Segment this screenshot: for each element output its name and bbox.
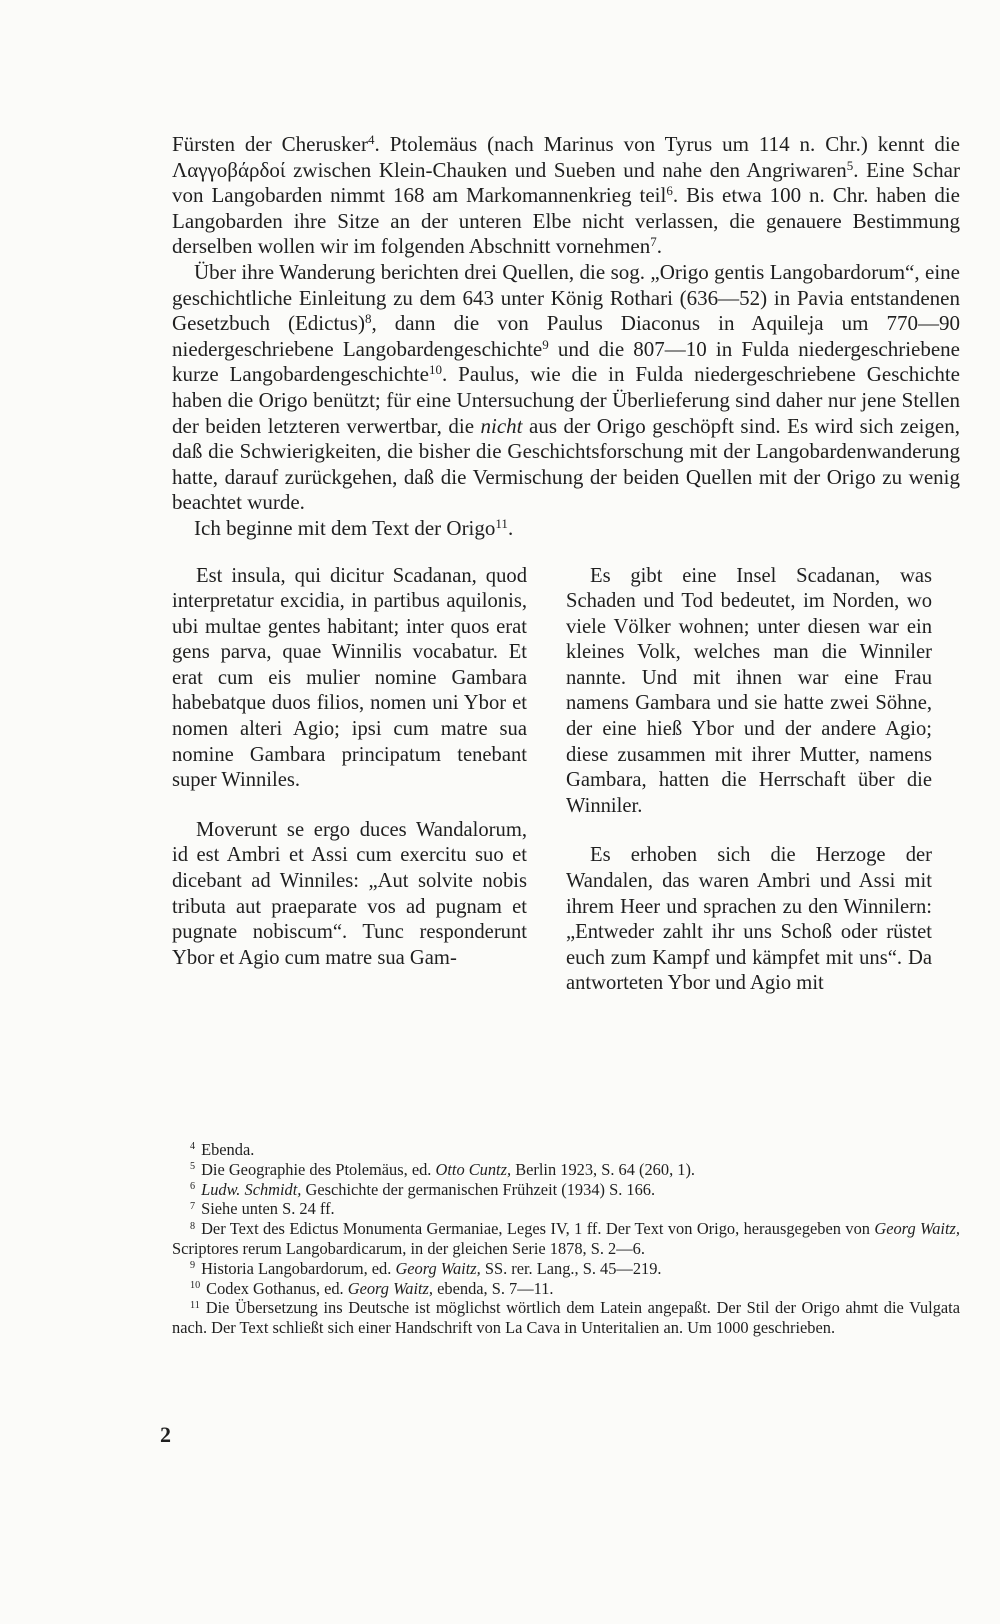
footnote-ref: 8 <box>364 311 372 326</box>
footnote-ref: 5 <box>846 157 854 173</box>
text-segment: . Ptolemäus (nach Marinus von Tyrus um 114 n. Chr.) kennt die Λαγγοβάρδοί zwischen Klein-Chauken und Sueben und nahe den Angriwaren <box>172 132 960 182</box>
footnote-number: 11 <box>190 1299 200 1311</box>
text-segment: Die Geographie des Ptolemäus, ed. <box>201 1159 436 1179</box>
text-segment: Der Text des Edictus Monumenta Germaniae, Leges IV, 1 ff. Der Text von Origo, herausgegeben von <box>201 1219 875 1239</box>
footnote-number: 4 <box>190 1141 196 1153</box>
footnote-number: 10 <box>190 1280 201 1291</box>
italic-text: Ludw. Schmidt, <box>201 1179 302 1199</box>
text-segment: Ich beginne mit dem Text der Origo <box>194 515 496 540</box>
footnote-ref: 4 <box>368 131 375 147</box>
parallel-text <box>172 564 960 1034</box>
page-body <box>172 132 960 1034</box>
text-segment: . <box>656 234 662 259</box>
footnote <box>172 1279 960 1299</box>
italic-text: Georg Waitz, <box>395 1258 481 1278</box>
text-segment: Fürsten der Cherusker <box>172 132 368 156</box>
footnote <box>172 1180 960 1200</box>
footnote-ref: 6 <box>666 183 673 199</box>
latin-column-paragraph: Est insula, qui dicitur Scadanan, quod interpretatur excidia, in partibus aquilonis, ubi multae gentes habitant; inter quos erat gens parva, quae Winnilis vocabatur. Et erat cum eis mulier nomine Gambara habebatque duos filios, nomen uni Ybor et nomen alteri Agio; ipsi cum matre sua nomine Gambara principatum tenebant super Winniles. <box>172 564 527 792</box>
text-segment: Siehe unten S. 24 ff. <box>201 1199 335 1219</box>
text-segment: Codex Gothanus, ed. <box>206 1278 348 1298</box>
body-paragraph <box>172 260 960 516</box>
text-segment: . Paulus, wie die in Fulda niedergeschriebene Geschichte haben die Origo benützt; für eine Untersuchung der Überlieferung sind daher nur jene Stellen der beiden letzteren verwertbar, die <box>172 362 961 438</box>
footnote-number: 8 <box>190 1220 196 1232</box>
text-segment: SS. rer. Lang., S. 45—219. <box>480 1258 662 1278</box>
footnote-number: 9 <box>190 1260 196 1272</box>
footnote <box>172 1140 960 1160</box>
text-segment: Die Übersetzung ins Deutsche ist möglichst wörtlich dem Latein angepaßt. Der Stil der Origo ahmt die Vulgata nach. Der Text schließt sich einer Handschrift von La Cava in Unteritalien an. Um 1000 geschrieben. <box>172 1298 960 1338</box>
text-segment: , dann die von Paulus Diaconus in Aquileja um 770—90 niedergeschriebene Langobardengeschichte <box>172 311 960 361</box>
text-segment: Über ihre Wanderung berichten drei Quellen, die sog. „Origo gentis Langobardorum“, eine geschichtliche Einleitung zu dem 643 unter König Rothari (636—52) in Pavia entstandenen Gesetzbuch (Edictus) <box>172 259 960 336</box>
italic-text: nicht <box>480 413 523 438</box>
footnote <box>172 1219 960 1259</box>
footnote-ref: 11 <box>495 515 508 531</box>
body-paragraph <box>172 132 960 260</box>
footnote <box>172 1298 960 1338</box>
text-segment: Berlin 1923, S. 64 (260, 1). <box>511 1159 696 1179</box>
footnote-ref: 10 <box>428 362 442 378</box>
text-segment: . <box>507 515 514 540</box>
footnote-ref: 7 <box>650 234 657 250</box>
footnote <box>172 1199 960 1219</box>
footnote-number: 7 <box>190 1200 196 1212</box>
text-segment: ebenda, S. 7—11. <box>433 1278 554 1298</box>
footnote-ref: 9 <box>542 336 549 352</box>
text-segment: . Bis etwa 100 n. Chr. haben die Langobarden ihre Sitze an der unteren Elbe nicht verlassen, die genauere Bestimmung derselben wollen wir im folgenden Abschnitt vornehmen <box>172 183 960 259</box>
german-column-paragraph: Es gibt eine Insel Scadanan, was Schaden und Tod bedeutet, im Norden, wo viele Völker wohnen; unter diesen war ein kleines Volk, welches man die Winniler nannte. Und mit ihnen war eine Frau namens Gambara und sie hatte zwei Söhne, der eine hieß Ybor und der andere Agio; diese zusammen mit ihrer Mutter, namens Gambara, hatten die Herrschaft über die Winniler. <box>566 564 932 817</box>
latin-column-paragraph: Moverunt se ergo duces Wandalorum, id est Ambri et Assi cum exercitu suo et dicebant ad Winniles: „Aut solvite nobis tributa aut praeparate vos ad pugnam et pugnate nobiscum“. Tunc responderunt Ybor et Agio cum matre sua Gam- <box>172 818 527 969</box>
italic-text: Georg Waitz, <box>874 1219 960 1239</box>
text-segment: . Eine Schar von Langobarden nimmt 168 am Markomannenkrieg teil <box>172 157 960 208</box>
text-segment: Geschichte der germanischen Frühzeit (1934) S. 166. <box>301 1179 656 1199</box>
text-segment: Scriptores rerum Langobardicarum, in der gleichen Serie 1878, S. 2—6. <box>172 1238 645 1258</box>
page-number: 2 <box>160 1422 171 1447</box>
body-text <box>172 132 960 542</box>
footnote-number: 5 <box>190 1161 196 1173</box>
text-segment: Ebenda. <box>201 1140 255 1159</box>
italic-text: Otto Cuntz, <box>435 1159 512 1179</box>
footnotes <box>172 1140 960 1338</box>
footnote-number: 6 <box>190 1181 196 1193</box>
text-segment: Historia Langobardorum, ed. <box>201 1258 396 1278</box>
italic-text: Georg Waitz, <box>347 1278 434 1298</box>
german-column <box>566 564 932 998</box>
text-segment: aus der Origo geschöpft sind. Es wird sich zeigen, daß die Schwierigkeiten, die bisher die Geschichtsforschung mit der Langobardenwanderung hatte, darauf zurückgehen, daß die Vermischung der beiden Quellen mit der Origo zu wenig beachtet wurde. <box>172 413 960 515</box>
body-paragraph <box>172 516 960 542</box>
german-column-paragraph: Es erhoben sich die Herzoge der Wandalen, das waren Ambri und Assi mit ihrem Heer und sprachen zu den Winnilern: „Entweder zahlt ihr uns Schoß oder rüstet euch zum Kampf und kämpfet mit uns“. Da antworteten Ybor und Agio mit <box>566 844 932 995</box>
footnote <box>172 1160 960 1180</box>
text-segment: und die 807—10 in Fulda niedergeschriebene kurze Langobardengeschichte <box>172 336 960 387</box>
latin-column <box>172 564 527 972</box>
footnote <box>172 1259 960 1279</box>
